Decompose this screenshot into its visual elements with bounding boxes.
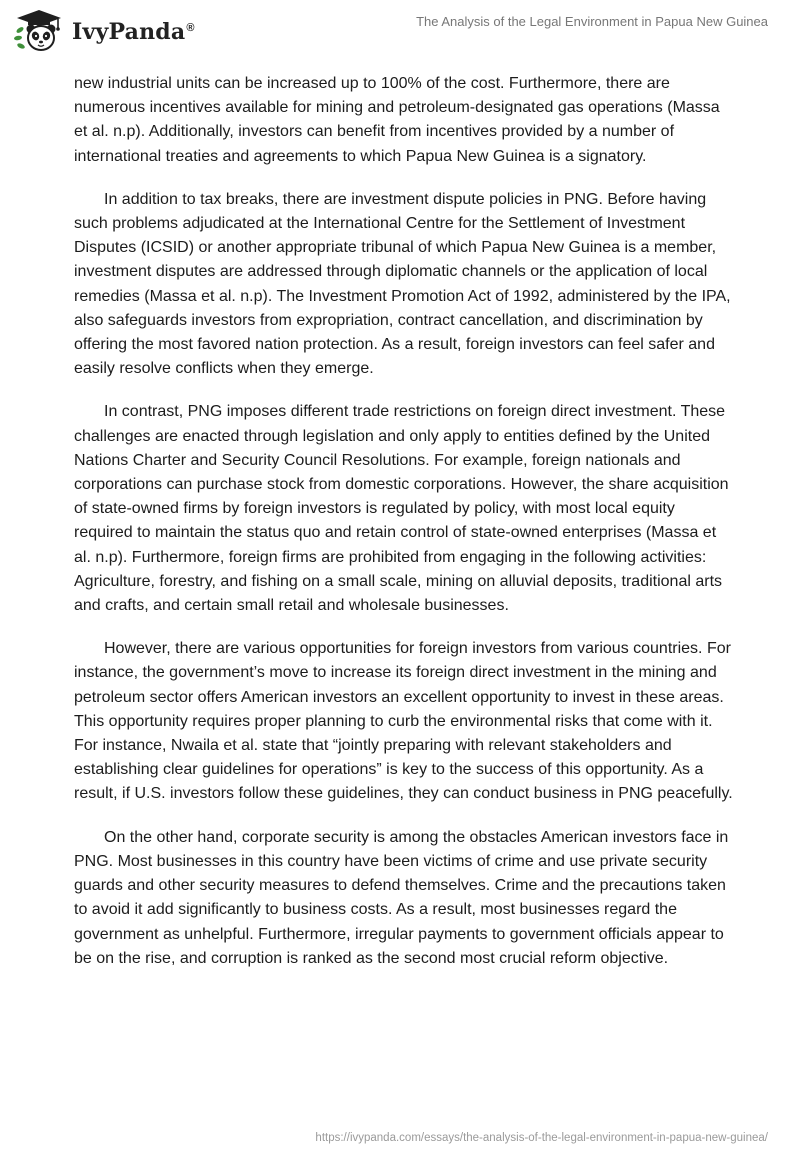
- page-header: [0, 0, 800, 62]
- source-url-link[interactable]: https://ivypanda.com/essays/the-analysis-of-the-legal-environment-in-papua-new-guinea/: [315, 1132, 768, 1144]
- paragraph-2: In addition to tax breaks, there are investment dispute policies in PNG. Before having such problems adjudicated at the International Centre for the Settlement of Investment Disputes (ICSID) or another appropriate tribunal of which Papua New Guinea is a member, investment disputes are addressed through diplomatic channels or the application of local remedies (Massa et al. n.p). The Investment Promotion Act of 1992, administered by the IPA, also safeguards investors from expropriation, contract cancellation, and discrimination by offering the most favored nation protection. As a result, foreign investors can feel safer and easily resolve conflicts when they emerge.: [74, 190, 731, 378]
- paragraph-5: On the other hand, corporate security is among the obstacles American investors face in PNG. Most businesses in this country have been victims of crime and use private security guards and other security measures to defend themselves. Crime and the precautions taken to avoid it add significantly to business costs. As a result, most businesses regard the government as unhelpful. Furthermore, irregular payments to government officials appear to be on the rise, and corruption is ranked as the second most crucial reform objective.: [74, 828, 729, 967]
- essay-body: [74, 72, 734, 990]
- logo-wordmark: [72, 19, 195, 45]
- paragraph-1: new industrial units can be increased up to 100% of the cost. Furthermore, there are numerous incentives available for mining and petroleum-designated gas operations (Massa et al. n.p). Additionally, investors can benefit from incentives provided by a number of international treaties and agreements to which Papua New Guinea is a signatory.: [74, 75, 720, 165]
- document-title: The Analysis of the Legal Environment in Papua New Guinea: [416, 14, 768, 29]
- logo-text: IvyPanda: [72, 19, 186, 45]
- paragraph-4: However, there are various opportunities for foreign investors from various countries. For instance, the government’s move to increase its foreign direct investment in the mining and petroleum sector offers American investors an excellent opportunity to invest in these areas. This opportunity requires proper planning to curb the environmental risks that come with it. For instance, Nwaila et al. state that “jointly preparing with relevant stakeholders and establishing clear guidelines for operations” is key to the success of this opportunity. As a result, if U.S. investors follow these guidelines, they can conduct business in PNG peacefully.: [74, 640, 733, 803]
- panda-graduate-icon: [14, 8, 64, 54]
- ivypanda-logo[interactable]: [14, 8, 195, 54]
- paragraph-3: In contrast, PNG imposes different trade restrictions on foreign direct investment. These challenges are enacted through legislation and only apply to entities defined by the United Nations Charter and Security Council Resolutions. For example, foreign nationals and corporations can purchase stock from domestic corporations. However, the share acquisition of state-owned firms by foreign investors is regulated by policy, with most local equity required to maintain the status quo and retain control of state-owned enterprises (Massa et al. n.p). Furthermore, foreign firms are prohibited from engaging in the following activities: Agriculture, forestry, and fishing on a small scale, mining on alluvial deposits, traditional arts and crafts, and certain small retail and wholesale businesses.: [74, 403, 729, 615]
- registered-mark: ®: [186, 21, 195, 34]
